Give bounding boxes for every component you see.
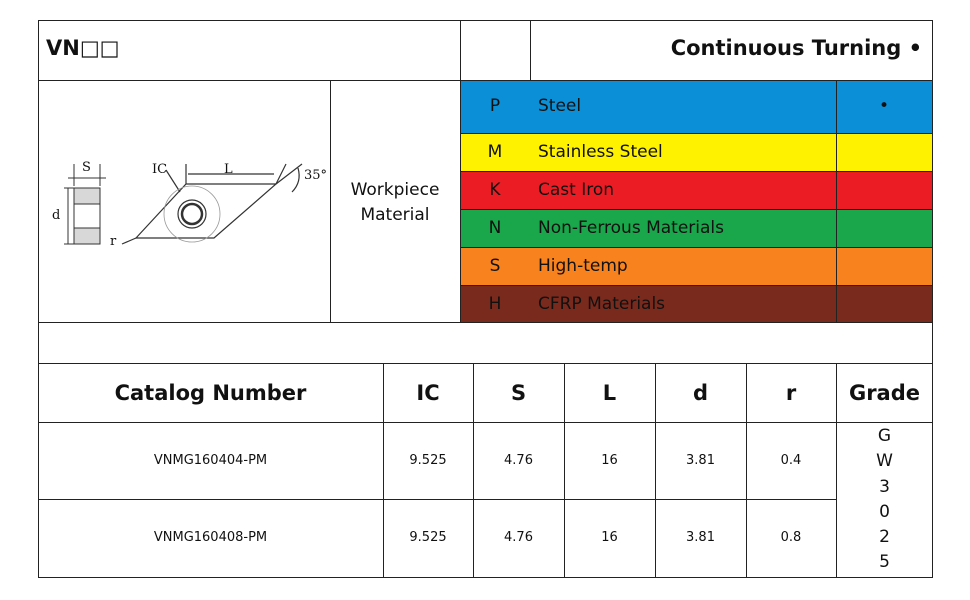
label-angle: 35° xyxy=(304,168,328,183)
insert-code-title: VN□□ xyxy=(46,36,120,60)
divider xyxy=(460,285,932,286)
material-code: N xyxy=(488,218,502,238)
label-l: L xyxy=(224,162,233,177)
label-s: S xyxy=(82,160,91,175)
material-code: H xyxy=(488,294,502,314)
label-r: r xyxy=(110,234,117,249)
ic-cell: 9.525 xyxy=(409,453,447,468)
column-header-ic: IC xyxy=(416,381,440,405)
d-cell: 3.81 xyxy=(686,530,715,545)
divider xyxy=(460,133,932,134)
material-band-s xyxy=(461,248,932,285)
grade-char: 0 xyxy=(879,501,890,522)
catalog-number-cell: VNMG160404-PM xyxy=(153,453,268,468)
column-header-grade: Grade xyxy=(848,381,921,405)
material-name: High-temp xyxy=(538,256,628,276)
material-band-h xyxy=(461,286,932,322)
column-header-s: S xyxy=(510,381,527,405)
l-cell: 16 xyxy=(601,530,618,545)
label-d: d xyxy=(52,208,61,223)
material-band-m xyxy=(461,134,932,171)
divider xyxy=(38,322,933,323)
material-name: Stainless Steel xyxy=(538,142,663,162)
column-header-l: L xyxy=(602,381,617,405)
material-name: Cast Iron xyxy=(538,180,615,200)
material-code: K xyxy=(489,180,501,200)
grade-char: 5 xyxy=(879,552,890,573)
d-cell: 3.81 xyxy=(686,453,715,468)
insert-geometry-drawing xyxy=(40,82,328,320)
label-ic: IC xyxy=(152,162,168,177)
workpiece-material-label: Workpiece Material xyxy=(350,180,440,225)
ic-cell: 9.525 xyxy=(409,530,447,545)
material-name: Non-Ferrous Materials xyxy=(538,218,724,238)
s-cell: 4.76 xyxy=(504,530,533,545)
grade-char: W xyxy=(876,451,893,472)
grade-char: G xyxy=(877,426,892,446)
grade-char: 3 xyxy=(879,476,890,497)
r-cell: 0.4 xyxy=(780,453,802,468)
divider xyxy=(836,80,837,323)
s-cell: 4.76 xyxy=(504,453,533,468)
insert-drawing xyxy=(40,82,328,320)
r-cell: 0.8 xyxy=(780,530,802,545)
divider xyxy=(460,209,932,210)
material-code: S xyxy=(489,256,501,276)
operation-title: Continuous Turning • xyxy=(670,36,922,60)
material-applicable-mark: • xyxy=(878,96,890,116)
column-header-r: r xyxy=(785,381,797,405)
material-name: Steel xyxy=(538,96,582,116)
l-cell: 16 xyxy=(601,453,618,468)
divider xyxy=(460,247,932,248)
material-name: CFRP Materials xyxy=(538,294,666,314)
material-band-k xyxy=(461,172,932,209)
material-code: M xyxy=(487,142,503,162)
material-code: P xyxy=(489,96,501,116)
column-header-d: d xyxy=(692,381,709,405)
column-header-catalog-number: Catalog Number xyxy=(114,381,307,405)
grade-cell xyxy=(836,424,933,576)
catalog-number-cell: VNMG160408-PM xyxy=(153,530,268,545)
grade-char: 2 xyxy=(879,527,890,548)
divider xyxy=(460,171,932,172)
